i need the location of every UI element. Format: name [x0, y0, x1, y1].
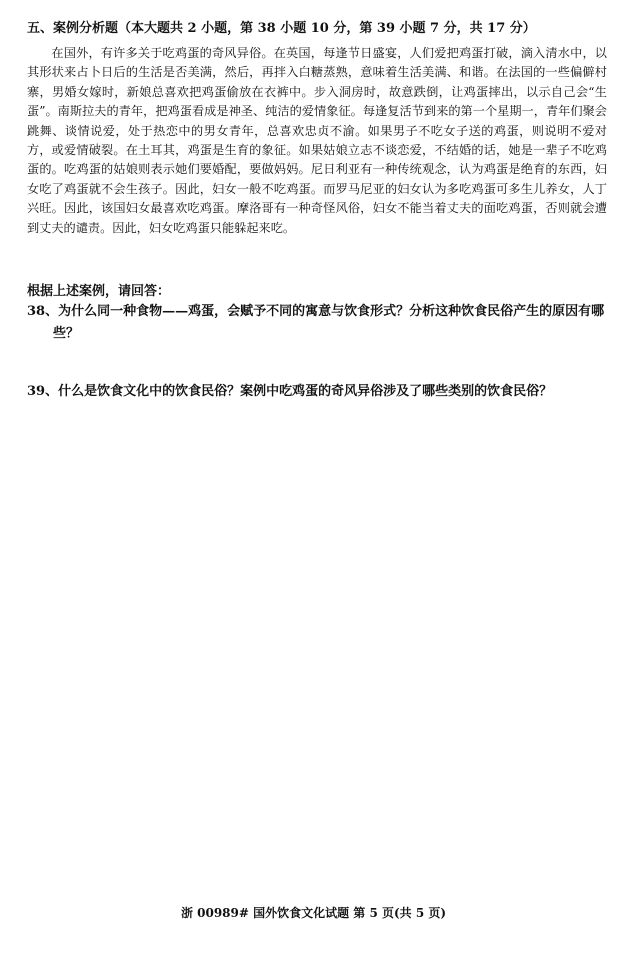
page-footer: 浙 00989# 国外饮食文化试题 第 5 页(共 5 页): [180, 906, 447, 920]
section-heading: 五、案例分析题（本大题共 2 小题，第 38 小题 10 分，第 39 小题 7 分，共 17 分）: [27, 21, 536, 36]
question-38-text: 为什么同一种食物——鸡蛋，会赋予不同的寓意与饮食形式？分析这种饮食民俗产生的原因有哪些？: [53, 304, 605, 341]
question-38-body: [27, 301, 607, 345]
question-38: [27, 301, 607, 345]
case-prompt: 根据上述案例，请回答：: [27, 284, 171, 299]
case-passage: 在国外，有许多关于吃鸡蛋的奇风异俗。在英国，每逢节日盛宴，人们爱把鸡蛋打破，滴入清水中，以其形状来占卜日后的生活是否美满，然后，再拌入白糖蒸熟，意味着生活美满、和谐。在法国的一些偏僻村寨，男婚女嫁时，新娘总喜欢把鸡蛋偷放在衣裤中。步入洞房时，故意跌倒，让鸡蛋摔出，以示自己会“生蛋”。南斯拉夫的青年，把鸡蛋看成是神圣、纯洁的爱情象征。每逢复活节到来的第一个星期一，青年们聚会跳舞、谈情说爱，处于热恋中的男女青年，总喜欢忠贞不渝。如果男子不吃女子送的鸡蛋，则说明不爱对方，或爱情破裂。在土耳其，鸡蛋是生育的象征。如果姑娘立志不谈恋爱，不结婚的话，她是一辈子不吃鸡蛋的。吃鸡蛋的姑娘则表示她们要婚配，要做妈妈。尼日利亚有一种传统观念，认为鸡蛋是绝育的东西，妇女吃了鸡蛋就不会生孩子。因此，妇女一般不吃鸡蛋。而罗马尼亚的妇女认为多吃鸡蛋可多生儿养女，人丁兴旺。因此，该国妇女最喜欢吃鸡蛋。摩洛哥有一种奇怪风俗，妇女不能当着丈夫的面吃鸡蛋，否则就会遭到丈夫的谴责。因此，妇女吃鸡蛋只能躲起来吃。: [27, 46, 607, 235]
question-39: [27, 381, 607, 403]
question-39-number: 39、: [27, 384, 59, 399]
question-38-number: 38、: [27, 304, 59, 319]
question-39-text: 什么是饮食文化中的饮食民俗？案例中吃鸡蛋的奇风异俗涉及了哪些类别的饮食民俗？: [58, 384, 553, 399]
